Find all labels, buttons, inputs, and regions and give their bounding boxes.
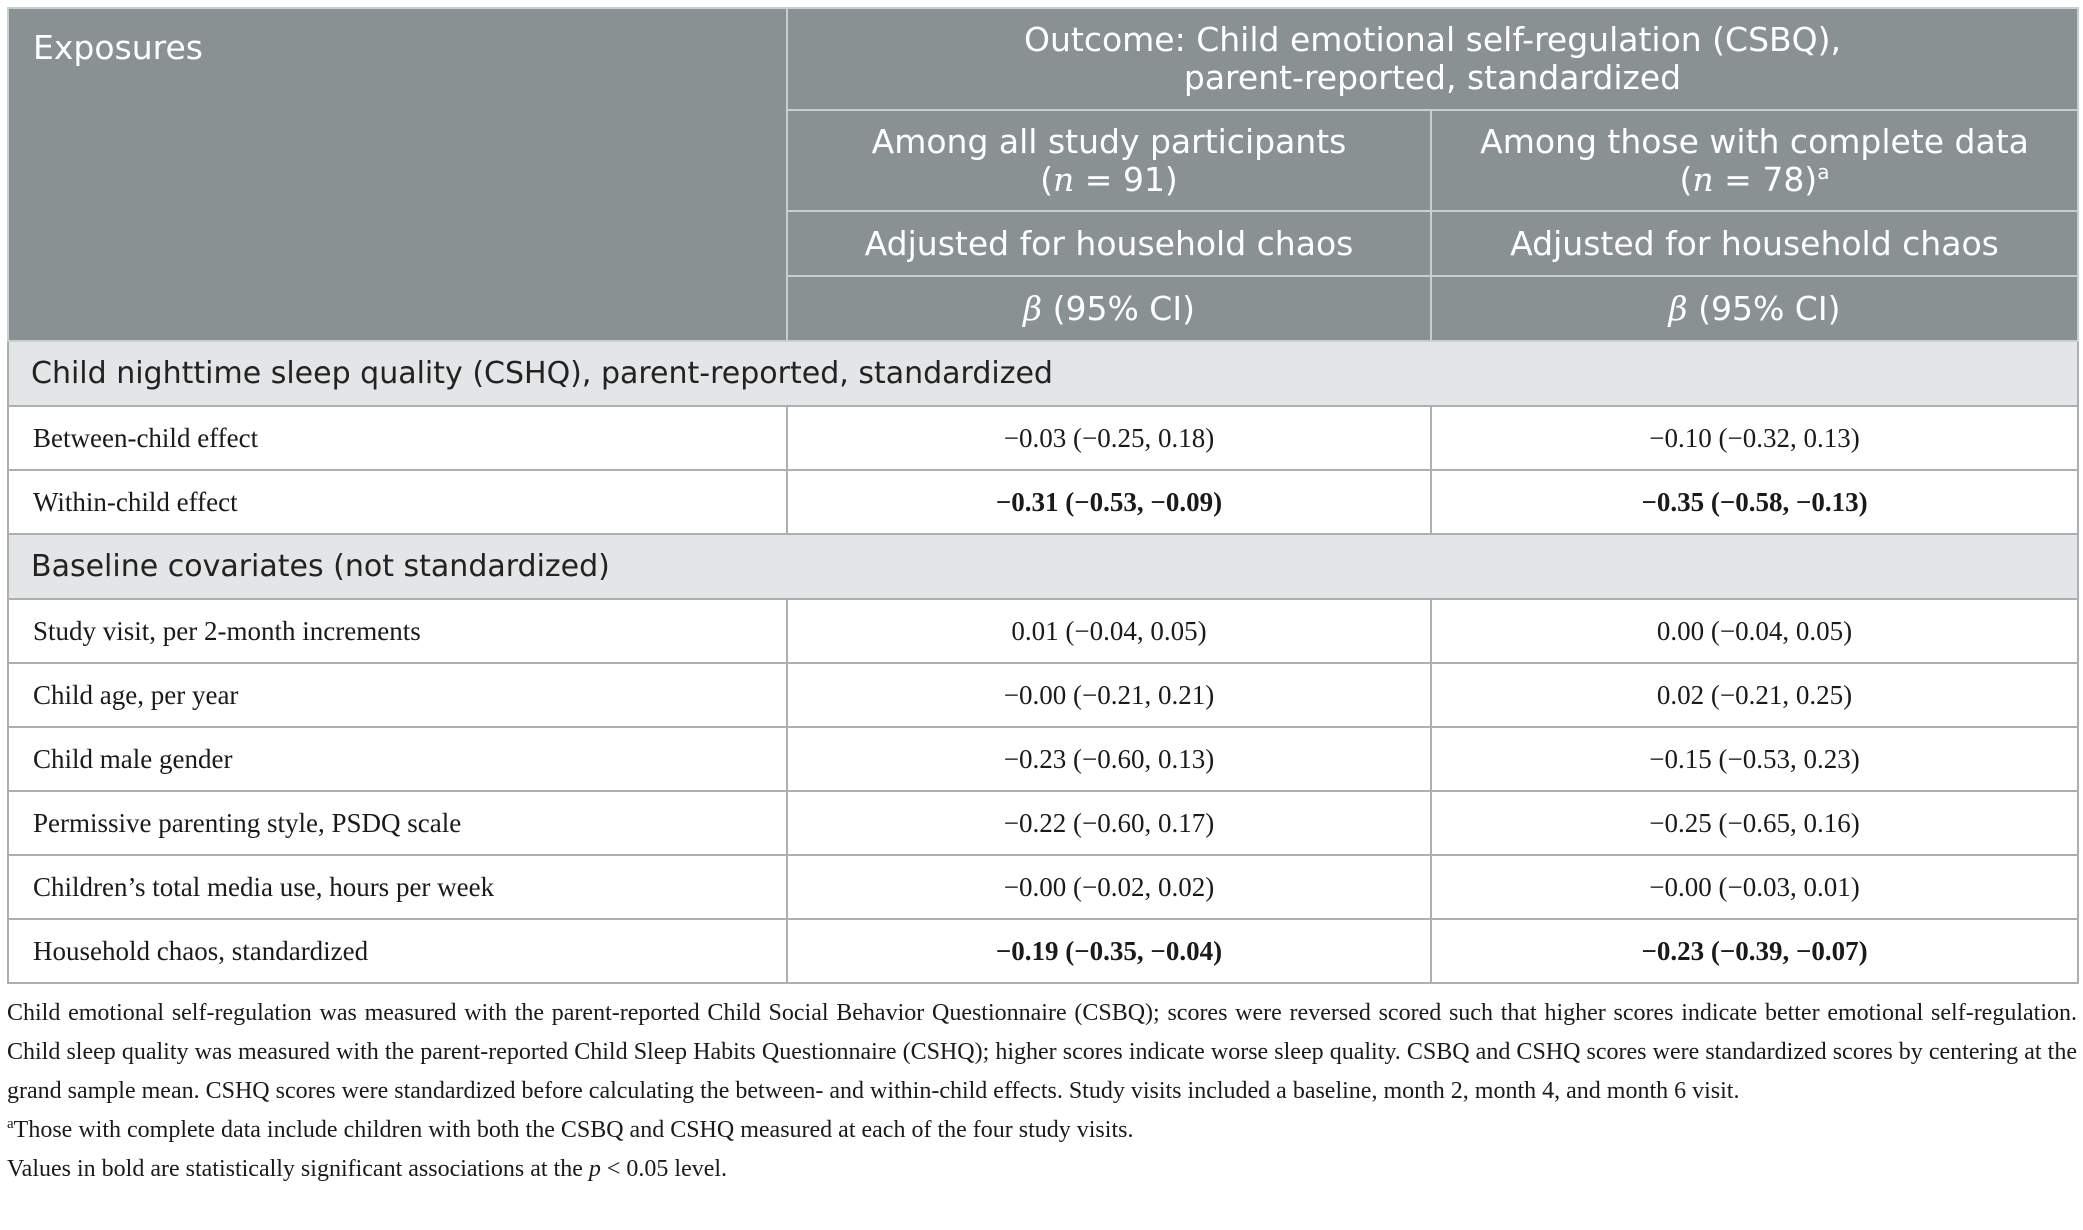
table-row — [8, 470, 2078, 534]
complete-data-n: (n = 78)$^a$ — [1679, 159, 1830, 199]
value-complete: 0.02 (−0.21, 0.25) — [1431, 663, 2078, 727]
value-complete: 0.00 (−0.04, 0.05) — [1431, 599, 2078, 663]
footnote-marker: a — [7, 1116, 14, 1132]
value-complete: −0.25 (−0.65, 0.16) — [1431, 791, 2078, 855]
results-table-container — [7, 7, 2077, 1189]
value-all: −0.19 (−0.35, −0.04) — [787, 919, 1431, 983]
table-row — [8, 727, 2078, 791]
all-participants-n: (n = 91) — [1040, 159, 1178, 199]
row-label: Within-child effect — [8, 470, 787, 534]
adjusted-header-complete: Adjusted for household chaos — [1431, 211, 2078, 276]
value-all: −0.22 (−0.60, 0.17) — [787, 791, 1431, 855]
value-all: −0.31 (−0.53, −0.09) — [787, 470, 1431, 534]
value-all: −0.00 (−0.21, 0.21) — [787, 663, 1431, 727]
section-title: Baseline covariates (not standardized) — [8, 534, 2078, 599]
row-label: Study visit, per 2-month increments — [8, 599, 787, 663]
footnote-text: Those with complete data include children with both the CSBQ and CSHQ measured at each of the four study visits. — [13, 1117, 1134, 1143]
beta-ci-header-complete: β (95% CI) — [1431, 276, 2078, 341]
row-label: Child male gender — [8, 727, 787, 791]
table-row — [8, 855, 2078, 919]
complete-data-title: Among those with complete data — [1480, 121, 2029, 161]
outcome-header-line1: Outcome: Child emotional self-regulation (CSBQ), — [1024, 20, 1842, 59]
results-table — [7, 7, 2079, 984]
outcome-header-line2: parent-reported, standardized — [1183, 58, 1682, 97]
value-complete: −0.15 (−0.53, 0.23) — [1431, 727, 2078, 791]
row-label: Permissive parenting style, PSDQ scale — [8, 791, 787, 855]
adjusted-header-all: Adjusted for household chaos — [787, 211, 1431, 276]
table-row — [8, 919, 2078, 983]
table-row — [8, 599, 2078, 663]
row-label: Household chaos, standardized — [8, 919, 787, 983]
section-row — [8, 341, 2078, 406]
all-participants-title: Among all study participants — [871, 121, 1347, 161]
table-header — [8, 8, 2078, 341]
table-row — [8, 791, 2078, 855]
all-participants-header — [787, 110, 1431, 211]
value-complete: −0.35 (−0.58, −0.13) — [1431, 470, 2078, 534]
value-all: 0.01 (−0.04, 0.05) — [787, 599, 1431, 663]
value-all: −0.00 (−0.02, 0.02) — [787, 855, 1431, 919]
bold-values-note: Values in bold are statistically significant associations at the p < 0.05 level. — [7, 1156, 728, 1182]
value-complete: −0.10 (−0.32, 0.13) — [1431, 406, 2078, 470]
table-notes — [7, 994, 2077, 1189]
table-body — [8, 341, 2078, 983]
footnote-marker-a: a — [1817, 159, 1830, 184]
table-row — [8, 663, 2078, 727]
value-all: −0.23 (−0.60, 0.13) — [787, 727, 1431, 791]
section-title: Child nighttime sleep quality (CSHQ), parent-reported, standardized — [8, 341, 2078, 406]
value-all: −0.03 (−0.25, 0.18) — [787, 406, 1431, 470]
table-row — [8, 406, 2078, 470]
value-complete: −0.00 (−0.03, 0.01) — [1431, 855, 2078, 919]
table-footnote-a — [7, 1111, 2077, 1150]
beta-ci-header-all: β (95% CI) — [787, 276, 1431, 341]
row-label: Between-child effect — [8, 406, 787, 470]
exposures-header: Exposures — [8, 8, 787, 341]
outcome-header — [787, 8, 2078, 110]
section-row — [8, 534, 2078, 599]
table-note-main: Child emotional self-regulation was measured with the parent-reported Child Social Behavior Questionnaire (CSBQ); scores were reversed scored such that higher scores indicate better emotional self-regulation. Child sleep quality was measured with the parent-reported Child Sleep Habits Questionnaire (CSHQ); higher scores indicate worse sleep quality. CSBQ and CSHQ scores were standardized scores by centering at the grand sample mean. CSHQ scores were standardized before calculating the between- and within-child effects. Study visits included a baseline, month 2, month 4, and month 6 visit. — [7, 1000, 2077, 1104]
value-complete: −0.23 (−0.39, −0.07) — [1431, 919, 2078, 983]
row-label: Child age, per year — [8, 663, 787, 727]
complete-data-header — [1431, 110, 2078, 211]
row-label: Children’s total media use, hours per week — [8, 855, 787, 919]
